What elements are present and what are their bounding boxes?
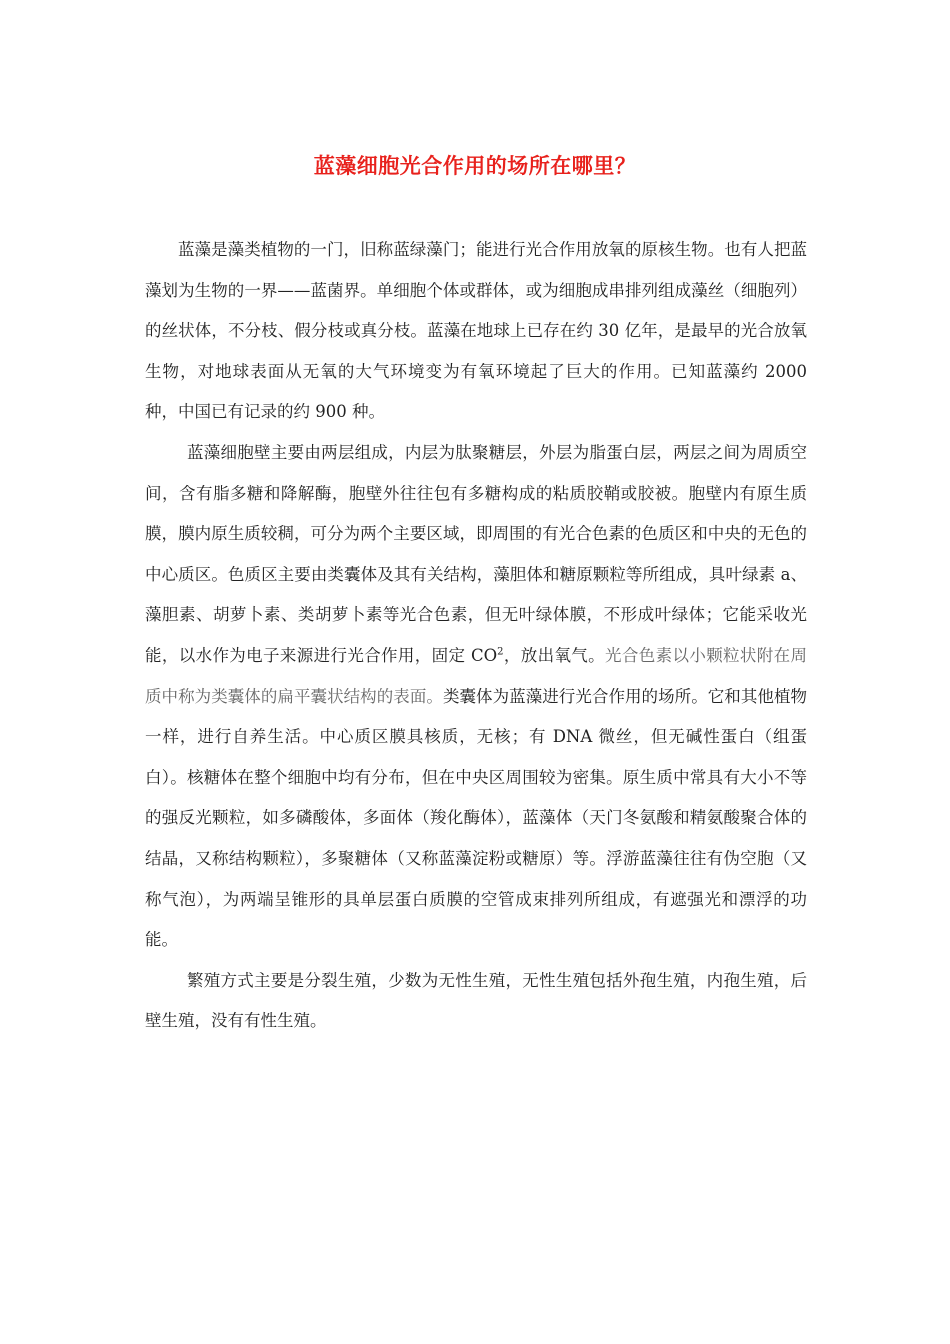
co2-subscript: 2: [497, 646, 504, 658]
paragraph-2-text-b: ，放出氧气。: [503, 645, 606, 665]
paragraph-2: [145, 433, 807, 961]
paragraph-2-text-a: 蓝藻细胞壁主要由两层组成，内层为肽聚糖层，外层为脂蛋白层，两层之间为周质空间，含有脂多糖和降解酶，胞壁外往往包有多糖构成的粘质胶鞘或胶被。胞壁内有原生质膜，膜内原生质较稠，可分为两个主要区域，即周围的有光合色素的色质区和中央的无色的中心质区。色质区主要由类囊体及其有关结构，藻胆体和糖原颗粒等所组成，具叶绿素 a、藻胆素、胡萝卜素、类胡萝卜素等光合色素，但无叶绿体膜，不形成叶绿体；它能采收光能，以水作为电子来源进行光合作用，固定 CO: [145, 442, 807, 665]
paragraph-2-text-c: 类囊体为蓝藻进行光合作用的场所。它和其他植物一样，进行自养生活。中心质区膜具核质，无核；有 DNA 微丝，但无碱性蛋白（组蛋白）。核糖体在整个细胞中均有分布，但在中央区周围较为密集。原生质中常具有大小不等的强反光颗粒，如多磷酸体，多面体（羧化酶体），蓝藻体（天门冬氨酸和精氨酸聚合体的结晶，又称结构颗粒），多聚糖体（又称蓝藻淀粉或糖原）等。浮游蓝藻往往有伪空胞（又称气泡），为两端呈锥形的具单层蛋白质膜的空管成束排列所组成，有遮强光和漂浮的功能。: [145, 686, 808, 950]
paragraph-1: 蓝藻是藻类植物的一门，旧称蓝绿藻门；能进行光合作用放氧的原核生物。也有人把蓝藻划为生物的一界——蓝菌界。单细胞个体或群体，或为细胞成串排列组成藻丝（细胞列）的丝状体，不分枝、假分枝或真分枝。蓝藻在地球上已存在约 30 亿年，是最早的光合放氧生物，对地球表面从无氧的大气环境变为有氧环境起了巨大的作用。已知蓝藻约 2000 种，中国已有记录的约 900 种。: [145, 240, 807, 422]
paragraph-2-grey-text: 光合色素以小颗粒状附在周质中称为类囊体的扁平囊状结构的表面。: [145, 645, 808, 706]
paragraph-3: 繁殖方式主要是分裂生殖，少数为无性生殖，无性生殖包括外孢生殖，内孢生殖，后壁生殖，没有有性生殖。: [145, 970, 807, 1031]
document-body: [145, 230, 807, 1042]
document-title: 蓝藻细胞光合作用的场所在哪里？: [313, 153, 637, 178]
